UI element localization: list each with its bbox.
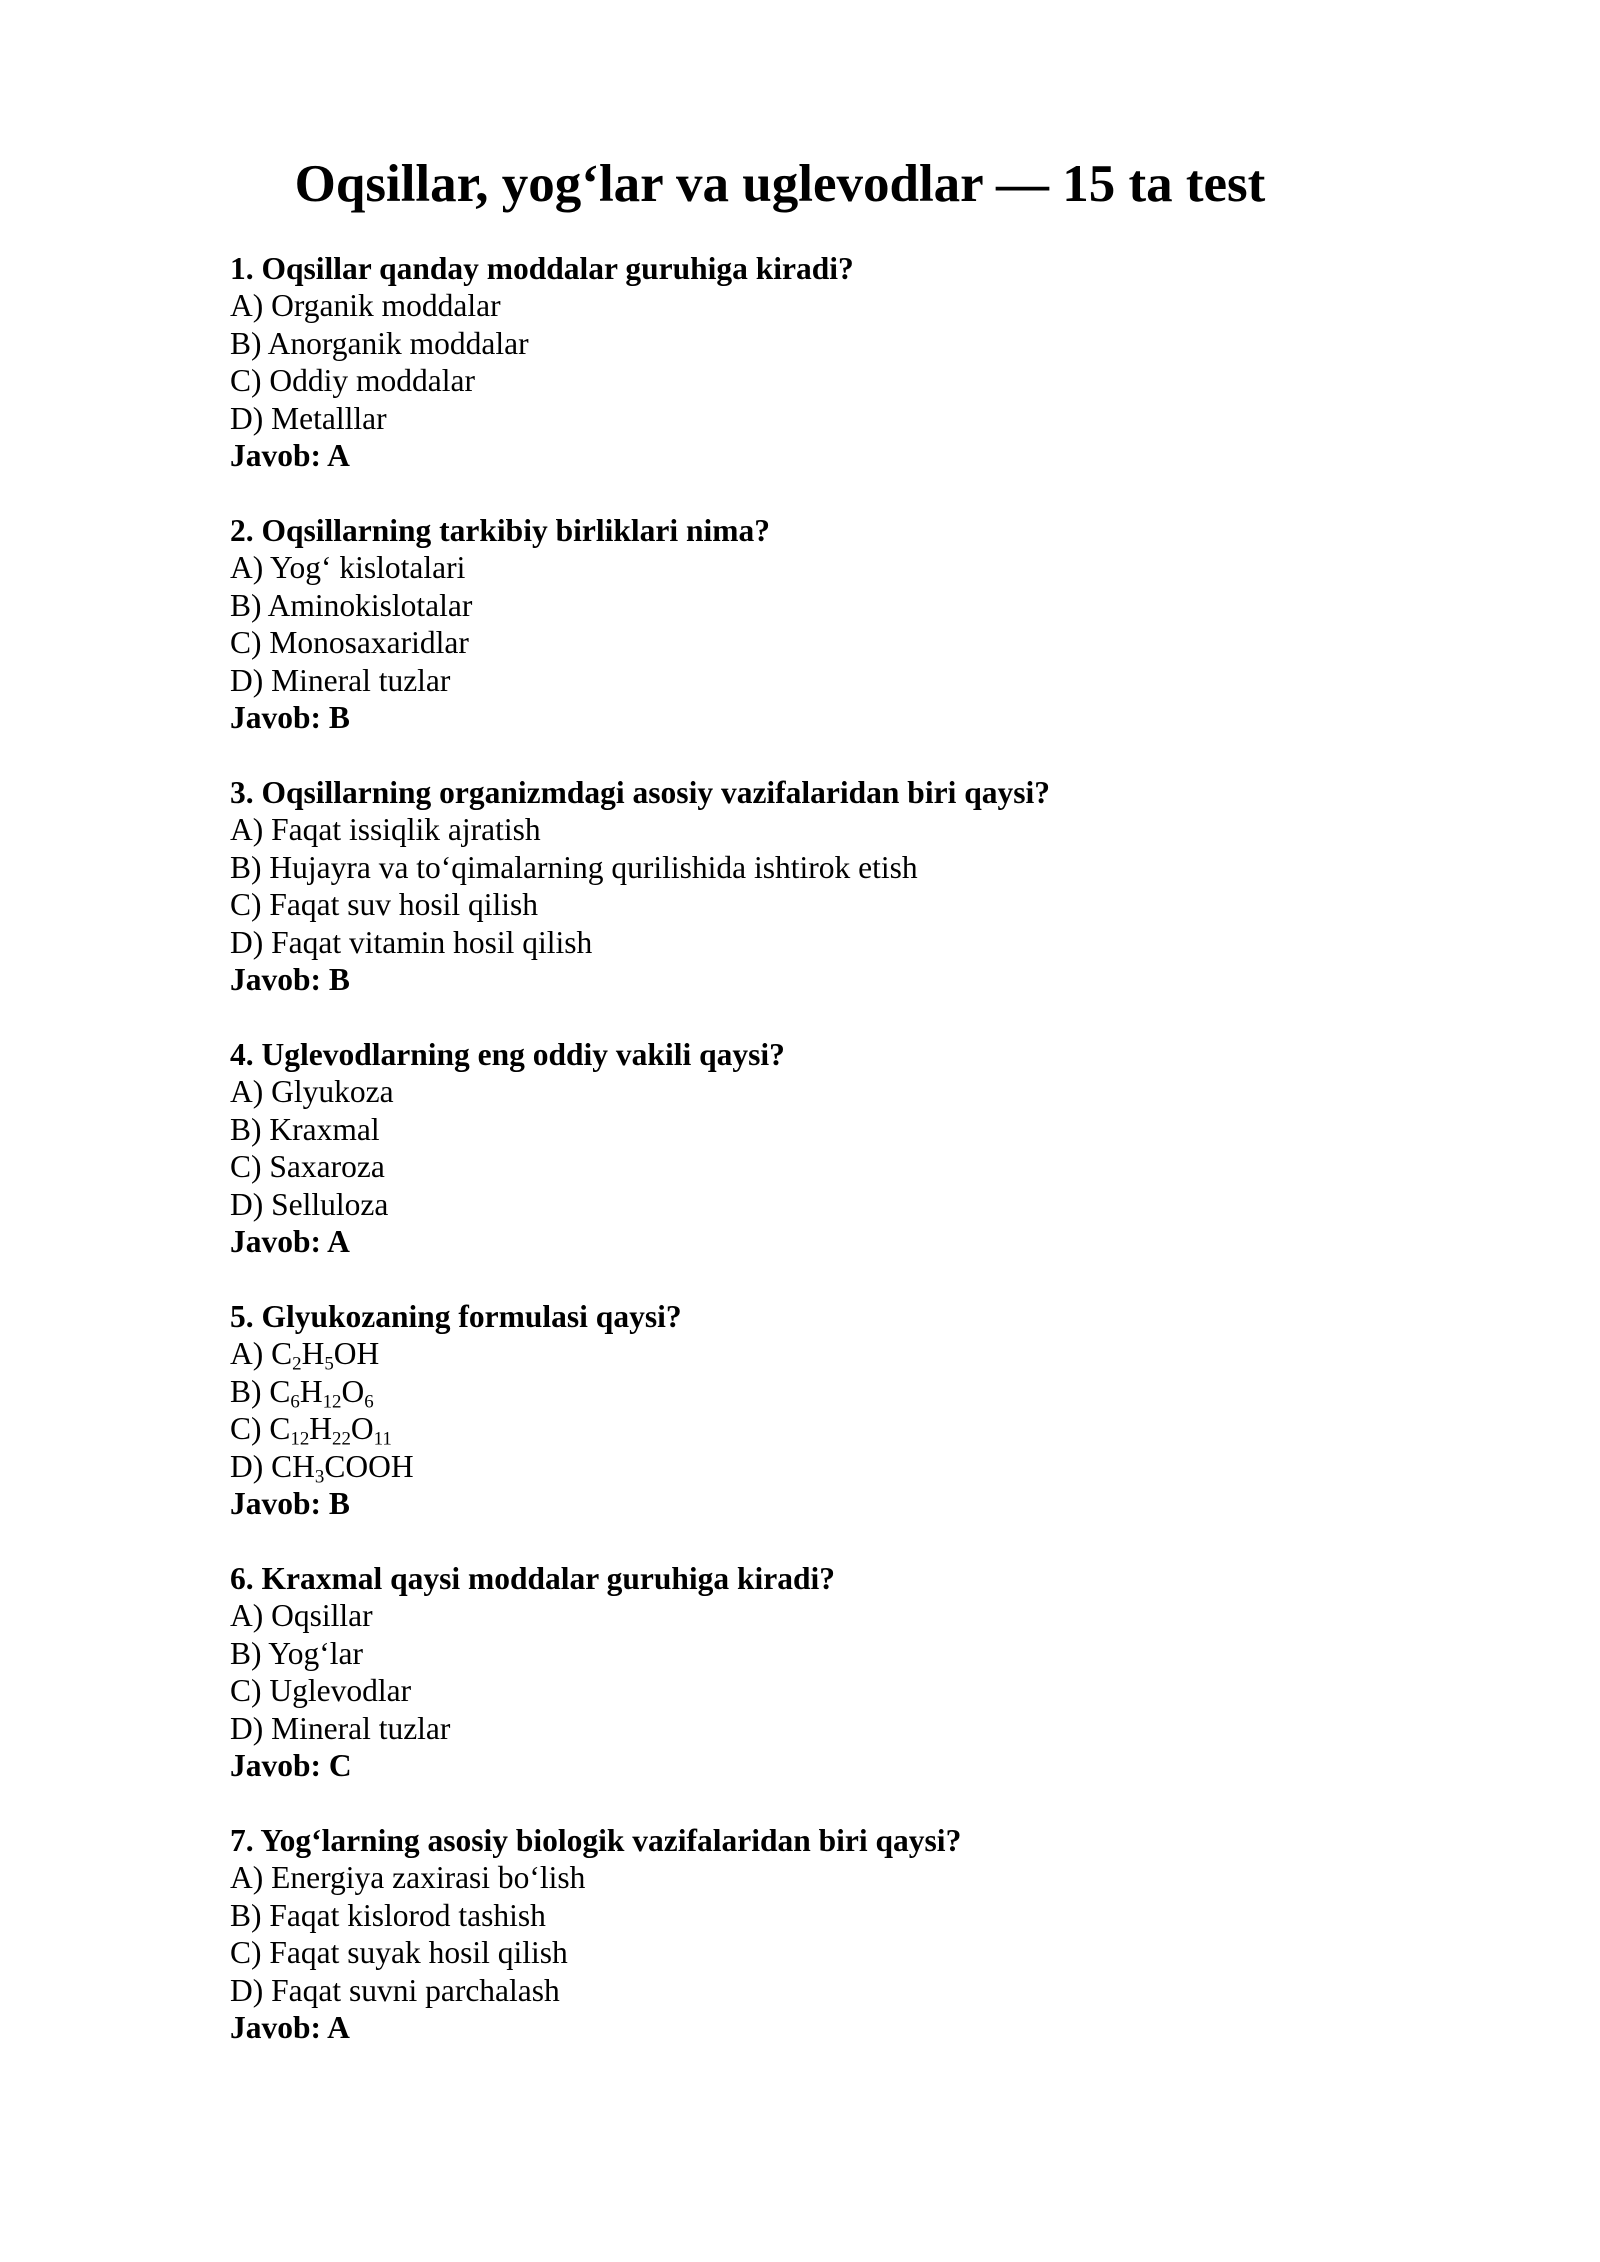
answer-option: A) Organik moddalar — [230, 288, 501, 324]
question-text: 6. Kraxmal qaysi moddalar guruhiga kiradi? — [230, 1561, 836, 1596]
formula-text: A) C — [230, 1336, 293, 1372]
page-title: Oqsillar, yog‘lar va uglevodlar — 15 ta test — [294, 155, 1266, 213]
answer-option: D) Mineral tuzlar — [230, 662, 451, 698]
answer-key: Javob: A — [230, 1223, 350, 1259]
formula-text: C) C — [230, 1411, 291, 1447]
answer-option: A) Energiya zaxirasi bo‘lish — [230, 1860, 586, 1896]
formula-text: H — [309, 1411, 333, 1447]
question-block — [230, 1036, 1430, 1298]
question-text: 3. Oqsillarning organizmdagi asosiy vazifalaridan biri qaysi? — [230, 775, 1050, 810]
answer-option — [230, 1410, 1430, 1450]
formula-subscript: 2 — [292, 1353, 302, 1375]
answer-option: B) Yog‘lar — [230, 1635, 364, 1671]
question-block — [230, 512, 1430, 774]
question-text: 5. Glyukozaning formulasi qaysi? — [230, 1299, 682, 1334]
question-text: 7. Yog‘larning asosiy biologik vazifalaridan biri qaysi? — [230, 1823, 962, 1858]
formula-text: COOH — [324, 1448, 414, 1484]
answer-option: C) Monosaxaridlar — [230, 625, 469, 661]
answer-key: Javob: A — [230, 437, 350, 473]
answer-key: Javob: C — [230, 1747, 352, 1783]
formula-text: B) C — [230, 1373, 291, 1409]
answer-option: C) Oddiy moddalar — [230, 363, 475, 399]
formula-text: D) CH — [230, 1448, 315, 1484]
answer-option: D) Mineral tuzlar — [230, 1710, 451, 1746]
answer-key: Javob: B — [230, 1485, 350, 1521]
answer-option: B) Kraxmal — [230, 1111, 380, 1147]
formula-text: O — [350, 1411, 374, 1447]
question-text: 4. Uglevodlarning eng oddiy vakili qaysi? — [230, 1037, 785, 1072]
formula-subscript: 6 — [364, 1391, 374, 1413]
formula-text: O — [341, 1373, 365, 1409]
question-text: 1. Oqsillar qanday moddalar guruhiga kiradi? — [230, 251, 854, 286]
formula-subscript: 11 — [373, 1428, 392, 1450]
question-list — [230, 250, 1430, 2084]
answer-option: D) Faqat suvni parchalash — [230, 1972, 560, 2008]
formula-subscript: 3 — [314, 1465, 325, 1487]
answer-option: A) Glyukoza — [230, 1074, 394, 1110]
answer-option — [230, 1448, 1430, 1485]
question-block — [230, 774, 1430, 1036]
formula-subscript: 6 — [290, 1391, 300, 1413]
formula-subscript: 22 — [332, 1428, 351, 1450]
answer-option — [230, 1373, 1430, 1413]
question-block — [230, 1298, 1430, 1560]
answer-option: B) Faqat kislorod tashish — [230, 1897, 546, 1933]
answer-option: B) Hujayra va to‘qimalarning qurilishida ishtirok etish — [230, 849, 918, 885]
answer-option: C) Uglevodlar — [230, 1673, 412, 1709]
answer-option: D) Selluloza — [230, 1186, 389, 1222]
formula-text: OH — [333, 1336, 380, 1372]
formula-text: H — [301, 1336, 325, 1372]
formula-subscript: 12 — [322, 1391, 342, 1413]
formula-text: H — [299, 1373, 323, 1409]
answer-option: D) Metalllar — [230, 400, 387, 436]
answer-option: A) Oqsillar — [230, 1598, 373, 1634]
answer-key: Javob: B — [230, 961, 350, 997]
answer-key: Javob: A — [230, 2009, 350, 2045]
answer-option: B) Aminokislotalar — [230, 587, 473, 623]
answer-key: Javob: B — [230, 699, 350, 735]
question-text: 2. Oqsillarning tarkibiy birliklari nima? — [230, 513, 770, 548]
formula-subscript: 5 — [324, 1353, 334, 1375]
answer-option: C) Faqat suyak hosil qilish — [230, 1935, 568, 1971]
question-block — [230, 1822, 1430, 2084]
question-block — [230, 1560, 1430, 1822]
formula-subscript: 12 — [290, 1428, 310, 1450]
answer-option: C) Saxaroza — [230, 1149, 385, 1185]
answer-option: D) Faqat vitamin hosil qilish — [230, 924, 593, 960]
answer-option: B) Anorganik moddalar — [230, 325, 529, 361]
answer-option — [230, 1335, 1430, 1375]
answer-option: C) Faqat suv hosil qilish — [230, 887, 539, 923]
answer-option: A) Yog‘ kislotalari — [230, 550, 466, 586]
answer-option: A) Faqat issiqlik ajratish — [230, 812, 541, 848]
question-block — [230, 250, 1430, 512]
